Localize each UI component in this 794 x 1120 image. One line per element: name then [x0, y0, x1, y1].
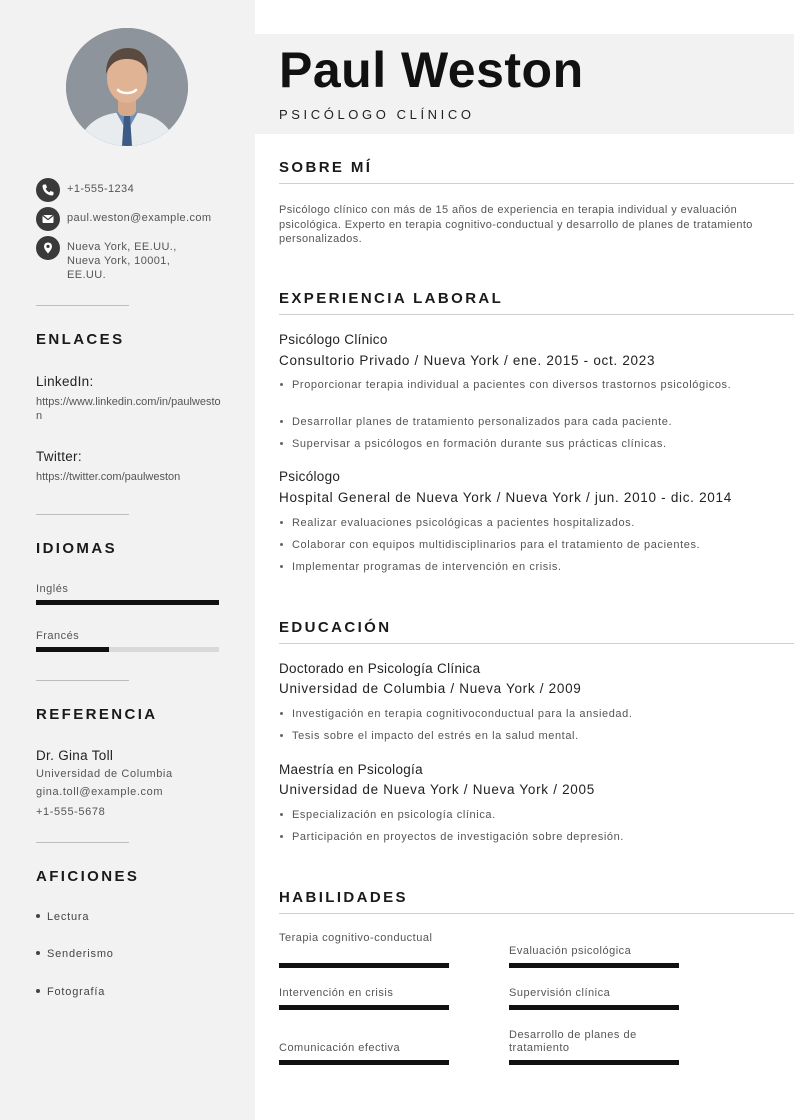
skill-level-bar: [509, 1005, 679, 1010]
contact-phone: [36, 178, 236, 202]
links-heading: ENLACES: [36, 331, 125, 348]
linkedin-link[interactable]: https://www.linkedin.com/in/paulweston: [36, 396, 221, 422]
envelope-icon: [36, 207, 60, 231]
job-details: Hospital General de Nueva York / Nueva York / jun. 2010 - dic. 2014: [279, 490, 732, 505]
contact-address: [36, 236, 236, 282]
skill-level-fill: [279, 963, 449, 968]
address-line: Nueva York, EE.UU.,: [67, 241, 177, 253]
map-pin-icon: [36, 236, 60, 260]
reference-email: gina.toll@example.com: [36, 786, 164, 798]
divider: [36, 842, 129, 843]
job-title: Psicólogo: [279, 469, 341, 484]
hobby-label: Senderismo: [47, 948, 114, 960]
education-heading: EDUCACIÓN: [279, 619, 392, 636]
skill-name: Evaluación psicológica: [509, 945, 632, 957]
skill-name: Supervisión clínica: [509, 987, 611, 999]
degree-details: Universidad de Nueva York / Nueva York / 2005: [279, 782, 595, 797]
language-level-bar: [36, 647, 219, 652]
skill-level-fill: [509, 963, 679, 968]
skill-name: Comunicación efectiva: [279, 1042, 401, 1054]
about-heading: SOBRE MÍ: [279, 159, 373, 176]
section-rule: [279, 314, 794, 315]
bullet-dot: [36, 914, 40, 918]
address-line: Nueva York, 10001,: [67, 255, 171, 267]
email-text: paul.weston@example.com: [67, 212, 212, 224]
language-level-fill: [36, 600, 219, 605]
person-portrait-icon: [66, 28, 188, 146]
skill-name: Intervención en crisis: [279, 987, 394, 999]
job-bullet: Desarrollar planes de tratamiento personalizados para cada paciente.: [279, 415, 749, 429]
reference-name: Dr. Gina Toll: [36, 748, 114, 763]
twitter-link[interactable]: https://twitter.com/paulweston: [36, 471, 181, 483]
skills-heading: HABILIDADES: [279, 889, 408, 906]
languages-heading: IDIOMAS: [36, 540, 117, 557]
hobby-label: Fotografía: [47, 986, 106, 998]
hobby-item: [36, 986, 105, 998]
degree-bullet: Investigación en terapia cognitivoconductual para la ansiedad.: [279, 707, 749, 721]
skill-level-bar: [509, 963, 679, 968]
degree-bullet: Especialización en psicología clínica.: [279, 808, 749, 822]
skill-level-bar: [279, 963, 449, 968]
address-text: [67, 236, 177, 282]
address-line: EE.UU.: [67, 269, 107, 281]
degree-bullet: Participación en proyectos de investigación sobre depresión.: [279, 830, 749, 844]
language-name: Inglés: [36, 583, 69, 595]
skill-level-bar: [279, 1005, 449, 1010]
divider: [36, 514, 129, 515]
language-level-fill: [36, 647, 109, 652]
job-bullet: Colaborar con equipos multidisciplinarios para el tratamiento de pacientes.: [279, 538, 749, 552]
divider: [36, 680, 129, 681]
skill-level-fill: [279, 1005, 449, 1010]
section-rule: [279, 183, 794, 184]
skill-level-bar: [509, 1060, 679, 1065]
job-details: Consultorio Privado / Nueva York / ene. 2015 - oct. 2023: [279, 353, 656, 368]
hobby-item: [36, 911, 89, 923]
reference-heading: REFERENCIA: [36, 706, 158, 723]
degree-details: Universidad de Columbia / Nueva York / 2009: [279, 681, 582, 696]
skill-name: Terapia cognitivo-conductual: [279, 932, 433, 944]
job-bullet: Realizar evaluaciones psicológicas a pacientes hospitalizados.: [279, 516, 749, 530]
experience-heading: EXPERIENCIA LABORAL: [279, 290, 504, 307]
phone-icon: [36, 178, 60, 202]
language-name: Francés: [36, 630, 80, 642]
bullet-dot: [36, 951, 40, 955]
skill-level-fill: [509, 1060, 679, 1065]
language-level-bar: [36, 600, 219, 605]
hobby-item: [36, 948, 114, 960]
hobby-label: Lectura: [47, 911, 90, 923]
hobbies-heading: AFICIONES: [36, 868, 140, 885]
section-rule: [279, 913, 794, 914]
reference-org: Universidad de Columbia: [36, 768, 173, 780]
job-role: PSICÓLOGO CLÍNICO: [279, 107, 475, 122]
skill-name: Desarrollo de planes de tratamiento: [509, 1029, 637, 1054]
contact-email: [36, 207, 236, 231]
linkedin-label: LinkedIn:: [36, 374, 94, 389]
phone-text: +1-555-1234: [67, 183, 135, 195]
reference-phone: +1-555-5678: [36, 806, 106, 818]
degree-title: Doctorado en Psicología Clínica: [279, 661, 481, 676]
job-bullet: Supervisar a psicólogos en formación durante sus prácticas clínicas.: [279, 437, 749, 451]
profile-photo: [66, 28, 188, 146]
about-text: Psicólogo clínico con más de 15 años de experiencia en terapia individual y evaluación psicológica. Experto en terapia cognitivo-conductual y desarrollo de planes de tratamiento personalizados.: [279, 204, 753, 245]
divider: [36, 305, 129, 306]
job-title: Psicólogo Clínico: [279, 332, 388, 347]
section-rule: [279, 643, 794, 644]
degree-bullet: Tesis sobre el impacto del estrés en la salud mental.: [279, 729, 749, 743]
person-name: Paul Weston: [279, 42, 584, 98]
skill-level-bar: [279, 1060, 449, 1065]
degree-title: Maestría en Psicología: [279, 762, 423, 777]
job-bullet: Implementar programas de intervención en crisis.: [279, 560, 749, 574]
twitter-label: Twitter:: [36, 449, 82, 464]
job-bullet: Proporcionar terapia individual a pacientes con diversos trastornos psicológicos.: [279, 378, 749, 392]
skill-level-fill: [509, 1005, 679, 1010]
bullet-dot: [36, 989, 40, 993]
skill-level-fill: [279, 1060, 449, 1065]
